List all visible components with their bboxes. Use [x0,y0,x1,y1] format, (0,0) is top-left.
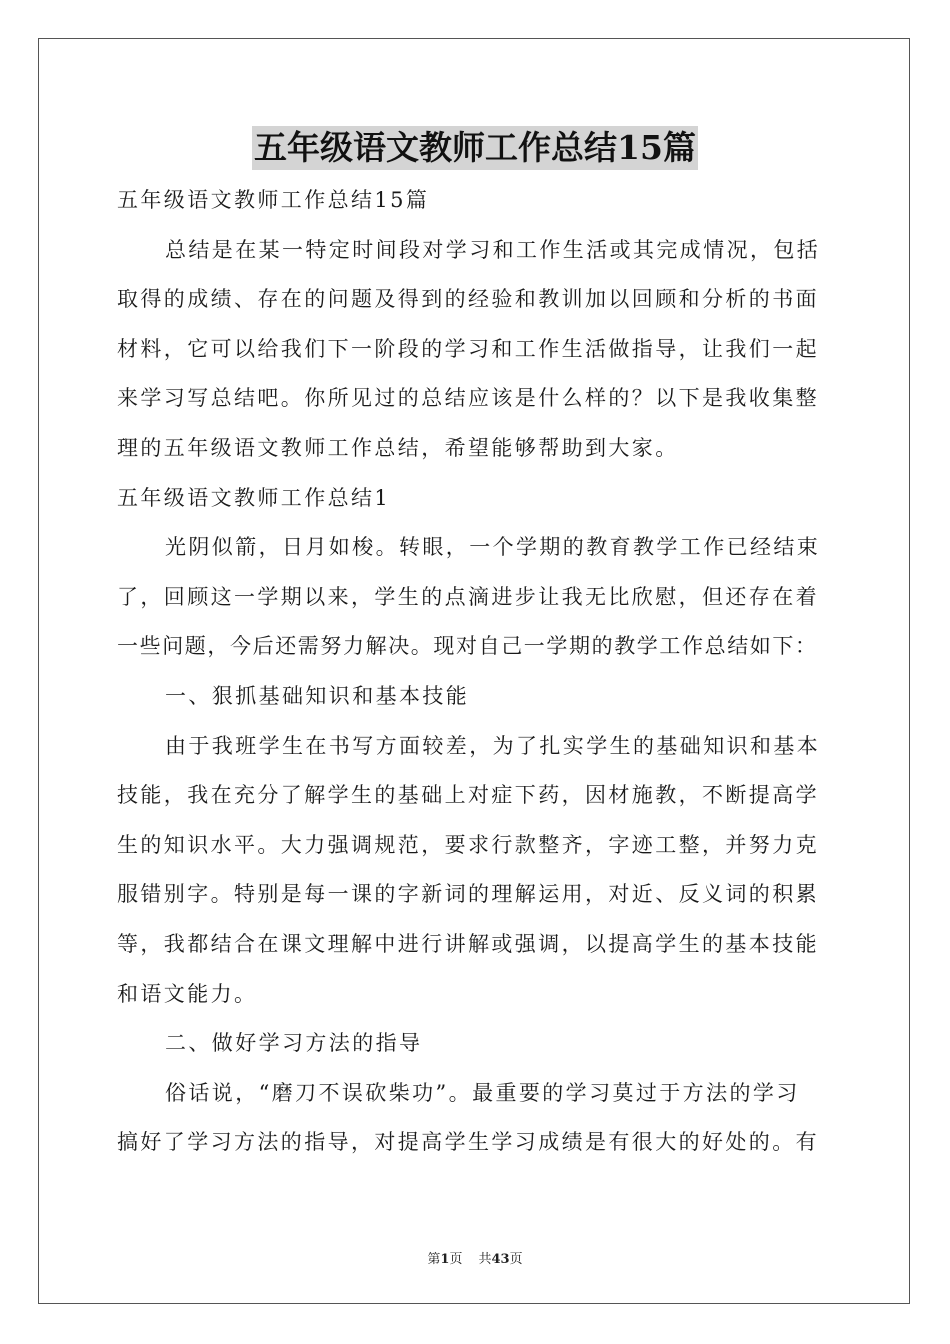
point1-heading: 一、狠抓基础知识和基本技能 [165,683,470,708]
page-unit: 页 [449,1252,463,1267]
section-heading: 五年级语文教师工作总结1 [117,485,391,510]
text-line: 技能，我在充分了解学生的基础上对症下药，因材施教，不断提高学 [117,783,819,808]
text-line: 生的知识水平。大力强调规范，要求行款整齐，字迹工整，并努力克 [117,832,819,857]
point1-paragraph [117,722,833,1020]
section1-paragraph [117,523,833,672]
intro-paragraph [117,226,833,474]
total-prefix: 共 [478,1252,492,1267]
point2-heading: 二、做好学习方法的指导 [165,1031,423,1056]
document-subtitle: 五年级语文教师工作总结15篇 [117,188,430,212]
text-line: 俗话说，“磨刀不误砍柴功”。最重要的学习莫过于方法的学习 [165,1080,800,1105]
text-line: 一些问题，今后还需努力解决。现对自己一学期的教学工作总结如下： [117,634,818,659]
point2-paragraph [117,1069,833,1168]
text-line: 理的五年级语文教师工作总结，希望能够帮助到大家。 [117,435,679,460]
text-line: 搞好了学习方法的指导，对提高学生学习成绩是有很大的好处的。有 [117,1130,819,1155]
document-title: 五年级语文教师工作总结15篇 [252,126,698,170]
title-container [0,126,950,170]
text-line: 服错别字。特别是每一课的字新词的理解运用，对近、反义词的积累 [117,882,819,907]
page-footer [0,1248,950,1267]
total-page-number: 43 [491,1252,510,1267]
current-page-number: 1 [440,1252,450,1267]
text-line: 等，我都结合在课文理解中进行讲解或强调，以提高学生的基本技能 [117,931,819,956]
text-line: 光阴似箭，日月如梭。转眼，一个学期的教育教学工作已经结束 [165,535,821,560]
text-line: 总结是在某一特定时间段对学习和工作生活或其完成情况，包括 [165,237,821,262]
text-line: 了，回顾这一学期以来，学生的点滴进步让我无比欣慰，但还存在着 [117,584,819,609]
total-unit: 页 [509,1252,523,1267]
text-line: 材料，它可以给我们下一阶段的学习和工作生活做指导，让我们一起 [117,336,819,361]
text-line: 由于我班学生在书写方面较差，为了扎实学生的基础知识和基本 [165,733,821,758]
document-body [117,176,833,1168]
text-line: 取得的成绩、存在的问题及得到的经验和教训加以回顾和分析的书面 [117,287,819,312]
text-line: 来学习写总结吧。你所见过的总结应该是什么样的？以下是我收集整 [117,386,819,411]
page-prefix: 第 [427,1252,441,1267]
text-line: 和语文能力。 [117,981,258,1006]
